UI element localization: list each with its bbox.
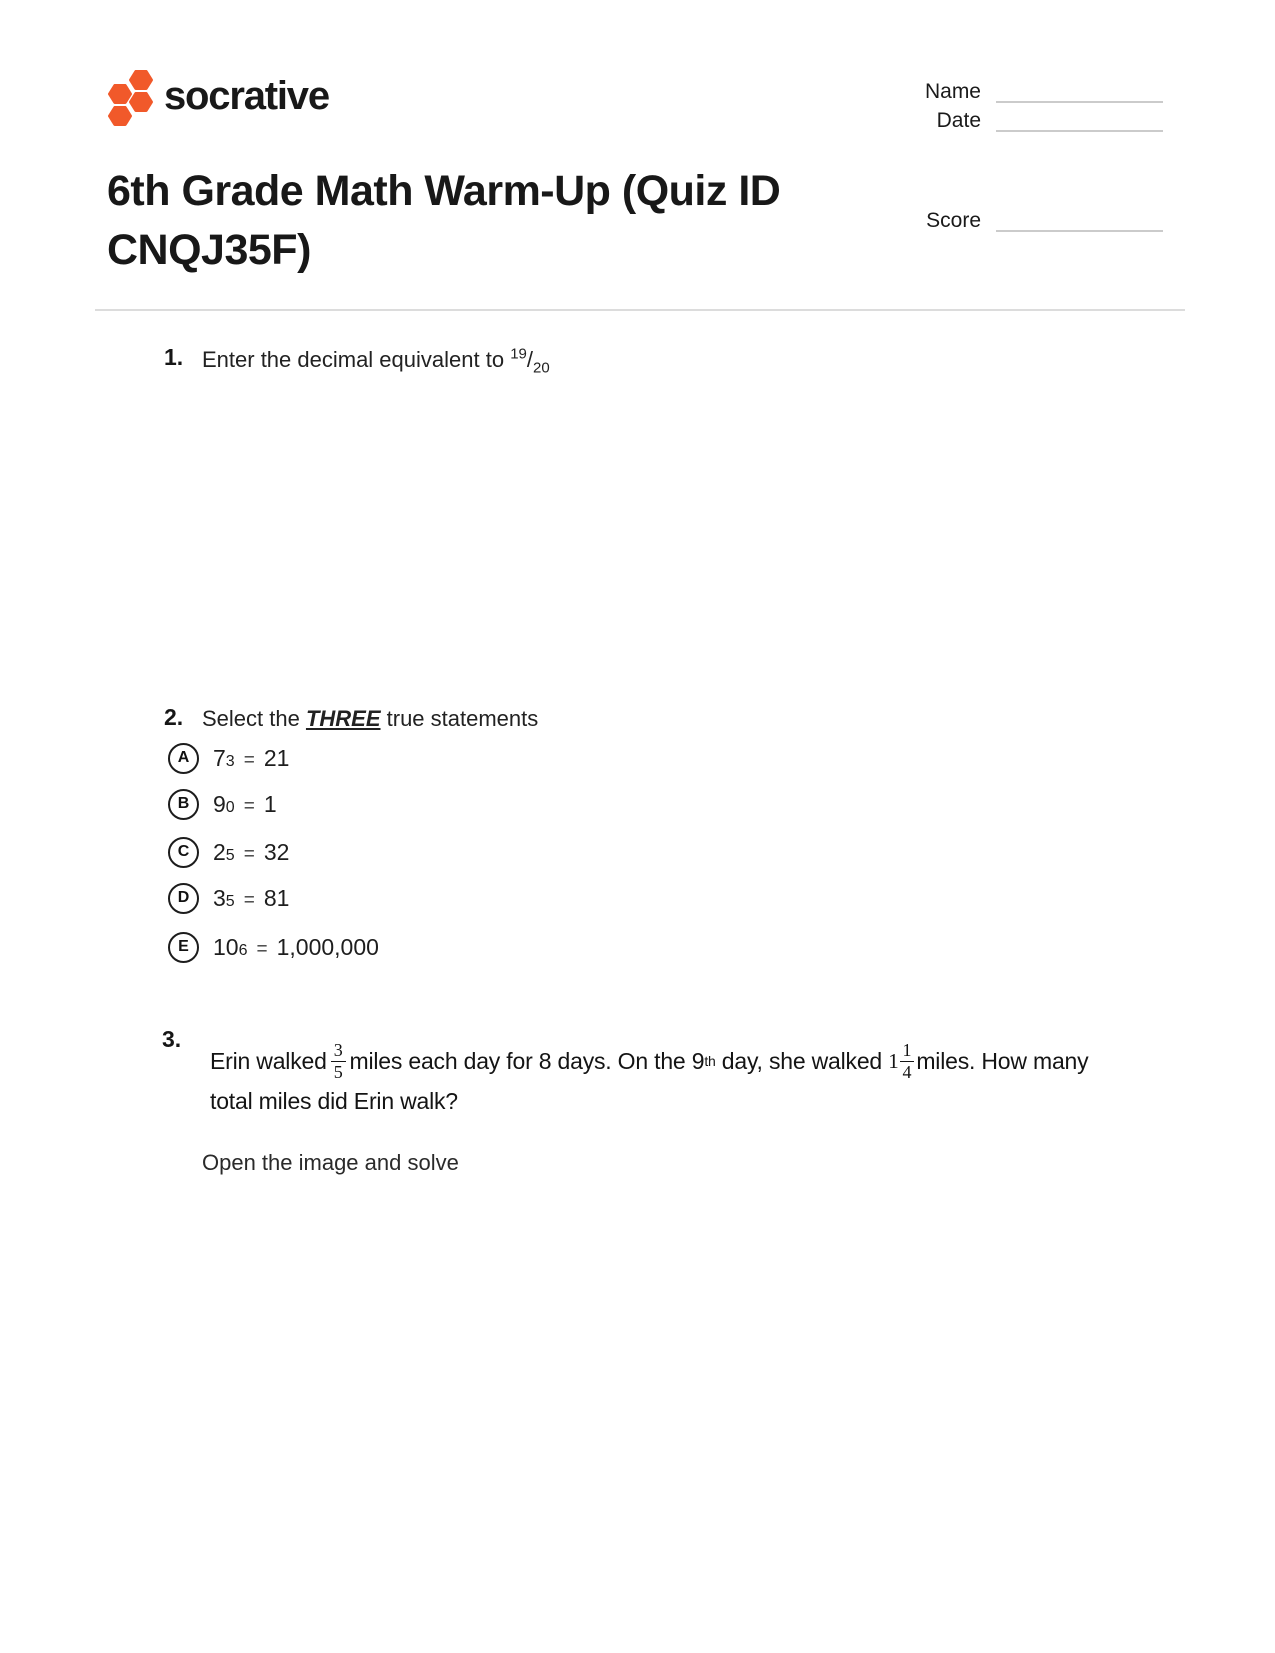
choice-b-equals: = [243,795,255,817]
brand-wordmark: socrative [164,74,329,118]
question-3-part3: day, she walked [715,1047,889,1074]
choice-a-base: 7 [213,744,226,771]
choice-a-equals: = [243,749,255,771]
question-1-fraction-numerator: 19 [510,345,527,363]
question-1-fraction-denominator: 20 [533,359,550,377]
choice-a-expression: 7 3 = 21 [213,744,290,771]
question-3-instruction: Open the image and solve [202,1150,459,1175]
name-field-row [911,78,1163,103]
question-3-prompt-line2: total miles did Erin walk? [210,1088,458,1114]
question-1-text: Enter the decimal equivalent to [202,347,511,372]
question-3-part4: miles. How many [916,1047,1089,1074]
quiz-title: 6th Grade Math Warm-Up (Quiz ID CNQJ35F) [107,167,781,274]
question-2-emphasis: THREE [305,706,381,731]
fraction-denominator: 5 [333,1061,343,1082]
fraction-denominator: 4 [902,1061,912,1082]
question-3-fraction-1-4 [900,1041,915,1082]
choice-a-bubble: A [168,743,199,774]
mixed-whole: 1 [888,1048,899,1073]
name-label: Name [924,79,981,103]
choice-row-e [168,931,379,963]
date-field-row [911,107,1163,132]
question-1-fraction-slash: / [526,347,533,372]
question-3-fraction-3-5 [331,1041,346,1082]
choice-e-bubble: E [168,932,199,963]
choice-row-c [168,836,289,868]
question-3-number: 3. [162,1026,182,1052]
score-blank-line [996,207,1163,232]
fraction-numerator: 3 [331,1041,346,1062]
question-1-prompt [202,345,550,377]
choice-d-equals: = [243,889,255,911]
score-label: Score [926,208,981,232]
question-1-number: 1. [164,344,184,370]
choice-e-base: 10 [213,933,239,960]
question-2-prompt [202,706,538,732]
choice-d-result: 81 [263,884,290,911]
name-blank-line [996,78,1163,103]
choice-b-expression: 9 0 = 1 [213,790,277,817]
question-3-prompt-line1: Erin walked $\frac{3}{5}$ miles each day for 8 days. On the 9 th day, she walked 1 $\frac{1}{4}$ miles. How many [210,1039,1089,1082]
fraction-numerator: 1 [900,1041,915,1062]
question-3-mixed-number [888,1041,916,1082]
score-field-row [911,207,1163,232]
choice-row-a [168,742,289,774]
date-blank-line [996,107,1163,132]
question-3-part2: miles each day for 8 days. On the 9 [349,1047,705,1074]
date-label: Date [936,108,981,132]
question-2-text-after: true statements [380,706,539,731]
question-3-part1: Erin walked [210,1047,327,1074]
choice-d-base: 3 [213,884,226,911]
choice-e-result: 1,000,000 [276,933,379,960]
choice-b-base: 9 [213,790,226,817]
choice-a-result: 21 [263,744,290,771]
choice-c-expression: 2 5 = 32 [213,838,290,865]
question-2-text-before: Select the [202,706,306,731]
choice-c-equals: = [243,843,255,865]
choice-e-equals: = [256,938,268,960]
choice-b-result: 1 [263,790,277,817]
socrative-hexagon-logo-icon [108,68,154,128]
question-2-number: 2. [164,704,184,730]
choice-c-bubble: C [168,837,199,868]
choice-c-base: 2 [213,838,226,865]
choice-c-result: 32 [263,838,290,865]
choice-row-d [168,882,289,914]
choice-e-expression: 10 6 = 1,000,000 [213,933,379,960]
header-divider [95,309,1185,311]
choice-d-expression: 3 5 = 81 [213,884,290,911]
socrative-logo [108,68,329,128]
choice-b-bubble: B [168,789,199,820]
choice-d-bubble: D [168,883,199,914]
choice-row-b [168,788,277,820]
